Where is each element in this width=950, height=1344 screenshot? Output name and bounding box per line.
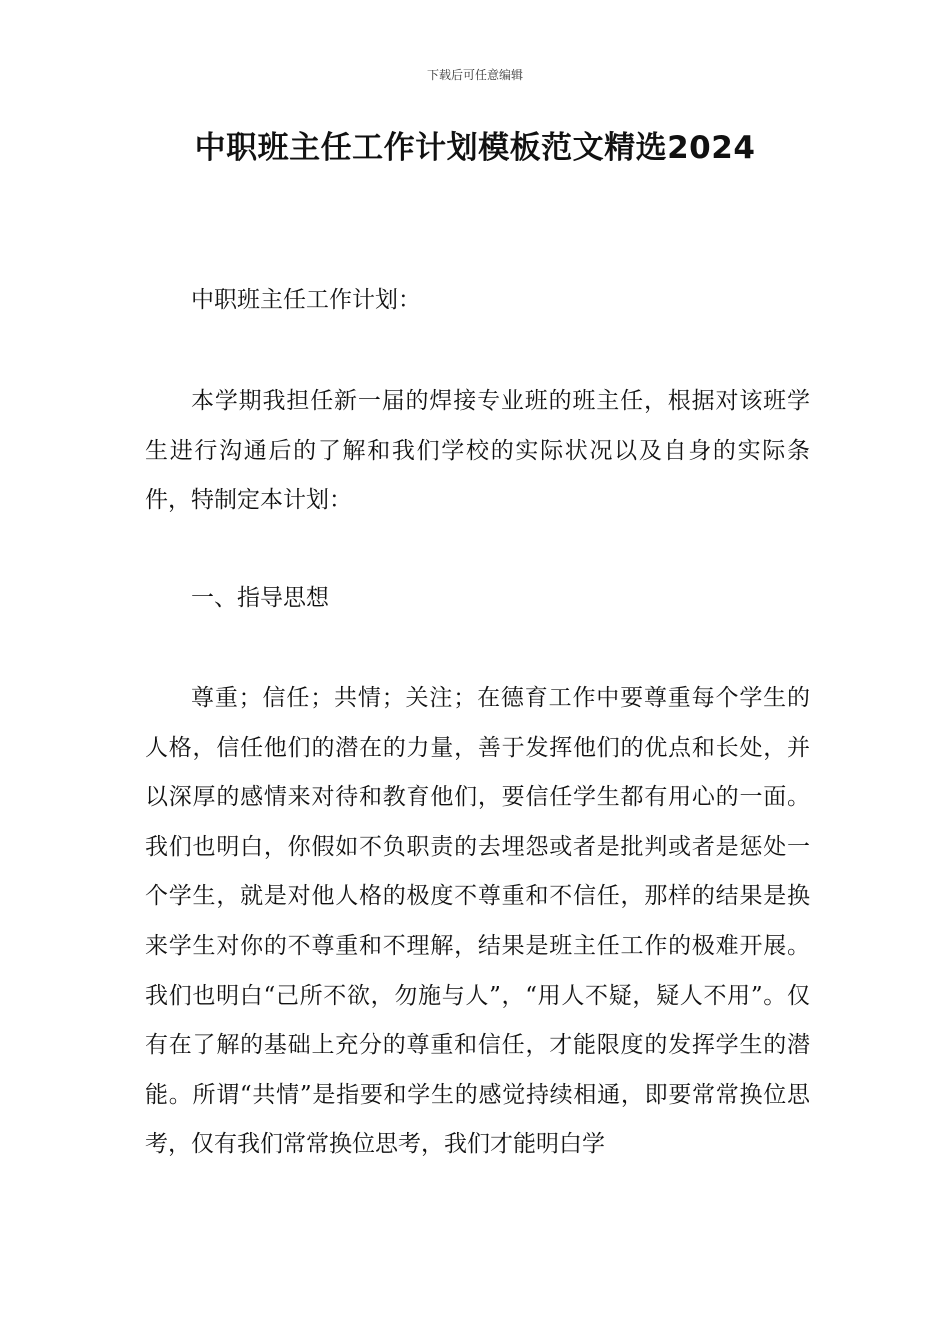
plan-heading: 中职班主任工作计划： [191,287,421,313]
section-1-title: 一、指导思想 [191,585,329,611]
page-header-note: 下载后可任意编辑 [426,68,523,82]
document-title: 中职班主任工作计划模板范文精选2024 [194,130,756,166]
intro-paragraph: 本学期我担任新一届的焊接专业班的班主任，根据对该班学生进行沟通后的了解和我们学校的实际状况以及自身的实际条件，特制定本计划： [145,388,810,514]
section-1-body: 尊重；信任；共情；关注；在德育工作中要尊重每个学生的人格，信任他们的潜在的力量，善于发挥他们的优点和长处，并以深厚的感情来对待和教育他们，要信任学生都有用心的一面。我们也明白，你假如不负职责的去埋怨或者是批判或者是惩处一个学生，就是对他人格的极度不尊重和不信任，那样的结果是换来学生对你的不尊重和不理解，结果是班主任工作的极难开展。我们也明白“己所不欲，勿施与人”，“用人不疑，疑人不用”。仅有在了解的基础上充分的尊重和信任，才能限度的发挥学生的潜能。所谓“共情”是指要和学生的感觉持续相通，即要常常换位思考，仅有我们常常换位思考，我们才能明白学 [145,685,810,1158]
